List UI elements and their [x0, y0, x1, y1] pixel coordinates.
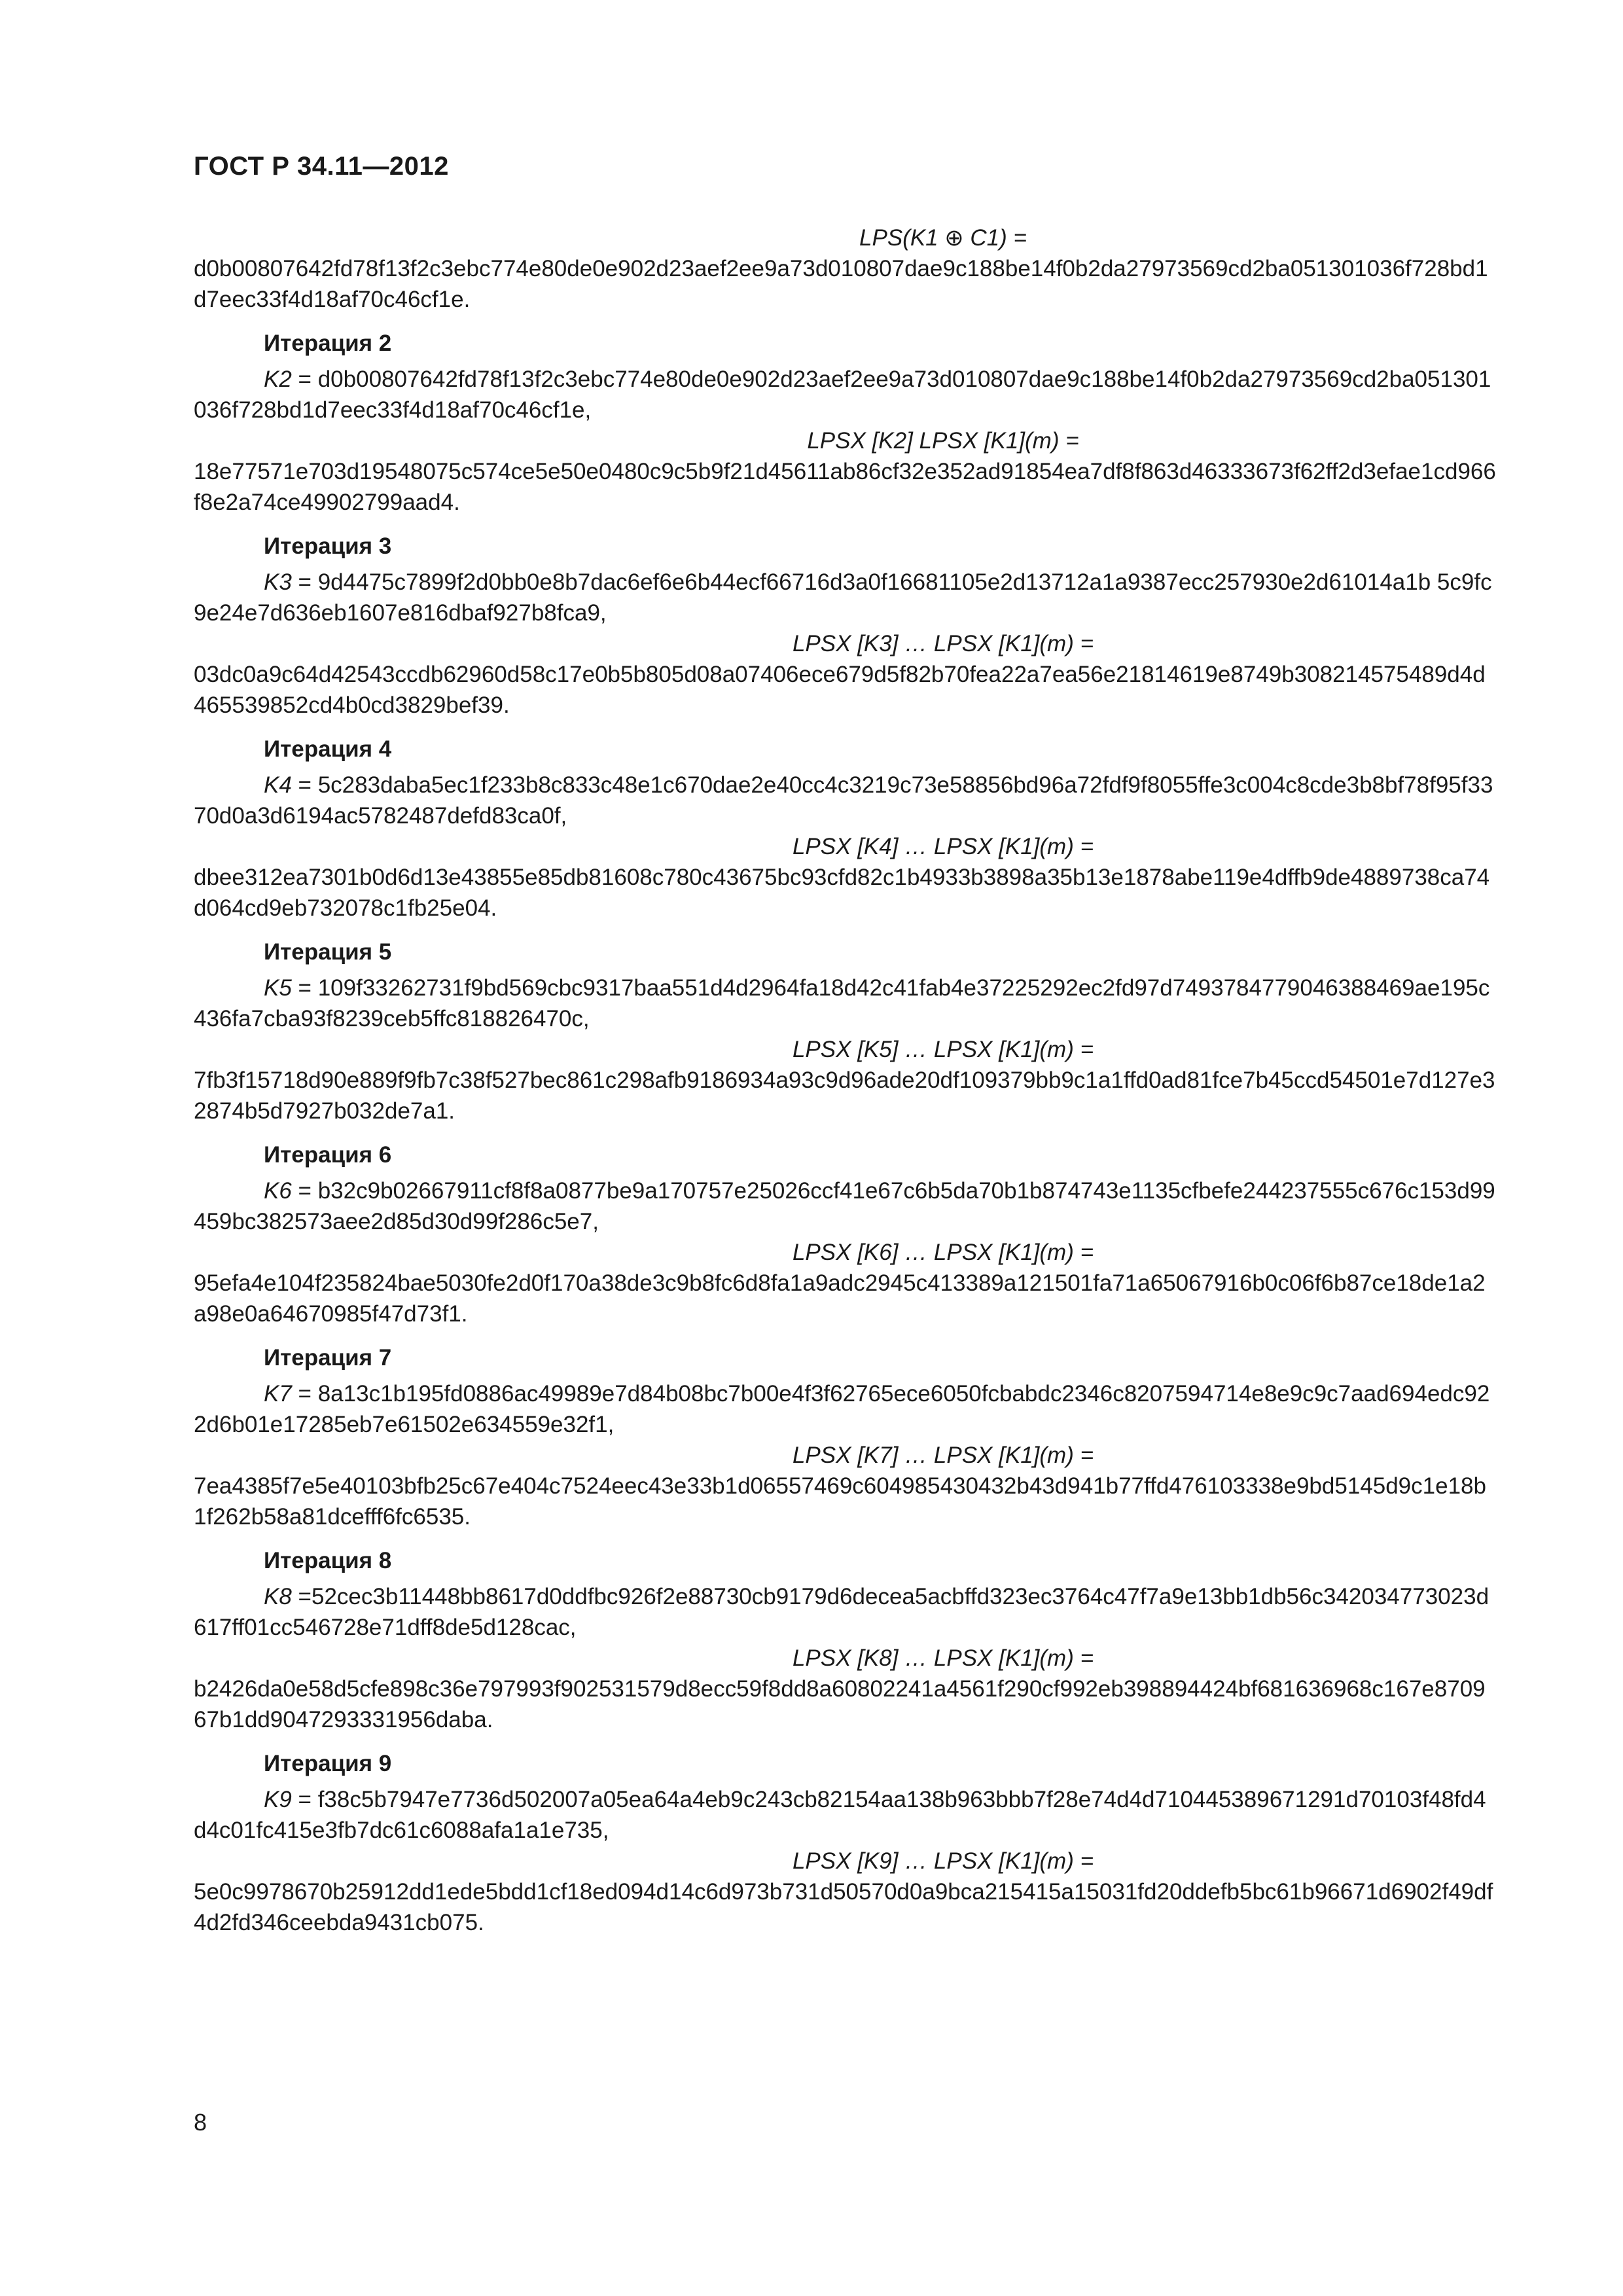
iteration-block — [194, 1748, 1496, 1938]
key-label: K4 — [264, 772, 292, 798]
iteration-block — [194, 1342, 1496, 1532]
iteration-heading: Итерация 8 — [264, 1548, 392, 1573]
key-value: =52cec3b11448bb8617d0ddfbc926f2e88730cb9179d6decea5acbffd323ec3764c47f7a9e13bb1db56c342034773023d617ff01cc546728e71dff8de5d128cac, — [194, 1584, 1489, 1640]
iteration-block — [194, 1139, 1496, 1329]
key-label: K7 — [264, 1381, 292, 1407]
iteration-result: b2426da0e58d5cfe898c36e797993f902531579d8ecc59f8dd8a60802241a4561f290cf992eb398894424bf681636968c167e870967b1dd9047293331956daba. — [194, 1676, 1486, 1732]
iteration-key — [194, 770, 1496, 831]
iteration-block — [194, 1545, 1496, 1735]
iteration-key — [194, 1378, 1496, 1440]
iteration-key — [194, 1784, 1496, 1846]
key-value: = 109f33262731f9bd569cbc9317baa551d4d2964fa18d42c41fab4e37225292ec2fd97d7493784779046388469ae195c436fa7cba93f8239ceb5ffc818826470c, — [194, 975, 1490, 1031]
iteration-block — [194, 734, 1496, 924]
key-value: = 5c283daba5ec1f233b8c833c48e1c670dae2e40cc4c3219c73e58856bd96a72fdf9f8055ffe3c004c8cde3b8bf78f95f3370d0a3d6194ac5782487defd83ca0f, — [194, 772, 1493, 829]
iteration-formula: LPSX [K8] … LPSX [K1](m) = — [792, 1645, 1094, 1671]
key-value: = 8a13c1b195fd0886ac49989e7d84b08bc7b00e4f3f62765ece6050fcbabdc2346c8207594714e8e9c9c7aad694edc922d6b01e17285eb7e61502e634559e32f1, — [194, 1381, 1490, 1437]
iteration-formula: LPSX [K9] … LPSX [K1](m) = — [792, 1848, 1094, 1874]
key-value: = 9d4475c7899f2d0bb0e8b7dac6ef6e6b44ecf66716d3a0f16681105e2d13712a1a9387ecc257930e2d61014a1b 5c9fc9e24e7d636eb1607e816dbaf927b8fca9, — [194, 569, 1492, 626]
iteration-formula: LPSX [K2] LPSX [K1](m) = — [807, 428, 1079, 454]
iteration-heading: Итерация 9 — [264, 1751, 392, 1776]
iteration-formula: LPSX [K4] … LPSX [K1](m) = — [792, 834, 1094, 859]
iteration-formula: LPSX [K3] … LPSX [K1](m) = — [792, 631, 1094, 656]
iteration-key — [194, 1581, 1496, 1643]
key-label: K5 — [264, 975, 292, 1001]
intro-value: d0b00807642fd78f13f2c3ebc774e80de0e902d23aef2ee9a73d010807dae9c188be14f0b2da27973569cd2ba051301036f728bd1d7eec33f4d18af70c46cf1e. — [194, 256, 1488, 312]
key-value: = b32c9b02667911cf8f8a0877be9a170757e25026ccf41e67c6b5da70b1b874743e1135cfbefe244237555c676c153d99459bc382573aee2d85d30d99f286c5e7, — [194, 1178, 1495, 1234]
key-label: K8 — [264, 1584, 292, 1609]
iteration-block — [194, 531, 1496, 721]
iteration-heading: Итерация 4 — [264, 736, 392, 762]
document-body — [194, 223, 1496, 1938]
page-number: 8 — [194, 2109, 207, 2136]
iteration-result: dbee312ea7301b0d6d13e43855e85db81608c780c43675bc93cfd82c1b4933b3898a35b13e1878abe119e4dffb9de4889738ca74d064cd9eb732078c1fb25e04. — [194, 865, 1490, 921]
iteration-key — [194, 973, 1496, 1034]
iteration-heading: Итерация 6 — [264, 1142, 392, 1168]
iteration-key — [194, 1175, 1496, 1237]
iteration-result: 03dc0a9c64d42543ccdb62960d58c17e0b5b805d08a07406ece679d5f82b70fea22a7ea56e21814619e8749b308214575489d4d465539852cd4b0cd3829bef39. — [194, 662, 1486, 718]
iteration-heading: Итерация 5 — [264, 939, 392, 965]
iteration-heading: Итерация 2 — [264, 331, 392, 356]
iteration-heading: Итерация 7 — [264, 1345, 392, 1371]
iteration-formula: LPSX [K5] … LPSX [K1](m) = — [792, 1037, 1094, 1062]
document-header: ГОСТ Р 34.11—2012 — [194, 152, 449, 181]
iteration-formula: LPSX [K7] … LPSX [K1](m) = — [792, 1443, 1094, 1468]
key-label: K9 — [264, 1787, 292, 1812]
key-value: = d0b00807642fd78f13f2c3ebc774e80de0e902d23aef2ee9a73d010807dae9c188be14f0b2da27973569cd2ba051301036f728bd1d7eec33f4d18af70c46cf1e, — [194, 367, 1491, 423]
iteration-block — [194, 937, 1496, 1126]
key-label: K6 — [264, 1178, 292, 1204]
key-label: K2 — [264, 367, 292, 392]
iteration-result: 7ea4385f7e5e40103bfb25c67e404c7524eec43e33b1d06557469c604985430432b43d941b77ffd476103338e9bd5145d9c1e18b1f262b58a81dcefff6fc6535. — [194, 1473, 1486, 1530]
iteration-formula: LPSX [K6] … LPSX [K1](m) = — [792, 1240, 1094, 1265]
iteration-result: 7fb3f15718d90e889f9fb7c38f527bec861c298afb9186934a93c9d96ade20df109379bb9c1a1ffd0ad81fce7b45ccd54501e7d127e32874b5d7927b032de7a1. — [194, 1067, 1495, 1124]
iterations-list — [194, 328, 1496, 1938]
iteration-result: 95efa4e104f235824bae5030fe2d0f170a38de3c9b8fc6d8fa1a9adc2945c413389a121501fa71a65067916b0c06f6b87ce18de1a2a98e0a64670985f47d73f1. — [194, 1270, 1486, 1327]
key-label: K3 — [264, 569, 292, 595]
iteration-block — [194, 328, 1496, 518]
iteration-key — [194, 567, 1496, 628]
iteration-heading: Итерация 3 — [264, 533, 392, 559]
intro-formula: LPS(K1 ⊕ C1) = — [859, 225, 1027, 251]
iteration-result: 5e0c9978670b25912dd1ede5bdd1cf18ed094d14c6d973b731d50570d0a9bca215415a15031fd20ddefb5bc61b96671d6902f49df4d2fd346ceebda9431cb075. — [194, 1879, 1493, 1935]
key-value: = f38c5b7947e7736d502007a05ea64a4eb9c243cb82154aa138b963bbb7f28e74d4d710445389671291d70103f48fd4d4c01fc415e3fb7dc61c6088afa1a1e735, — [194, 1787, 1486, 1843]
iteration-result: 18e77571e703d19548075c574ce5e50e0480c9c5b9f21d45611ab86cf32e352ad91854ea7df8f863d46333673f62ff2d3efae1cd966f8e2a74ce49902799aad4. — [194, 459, 1496, 515]
iteration-key — [194, 364, 1496, 425]
